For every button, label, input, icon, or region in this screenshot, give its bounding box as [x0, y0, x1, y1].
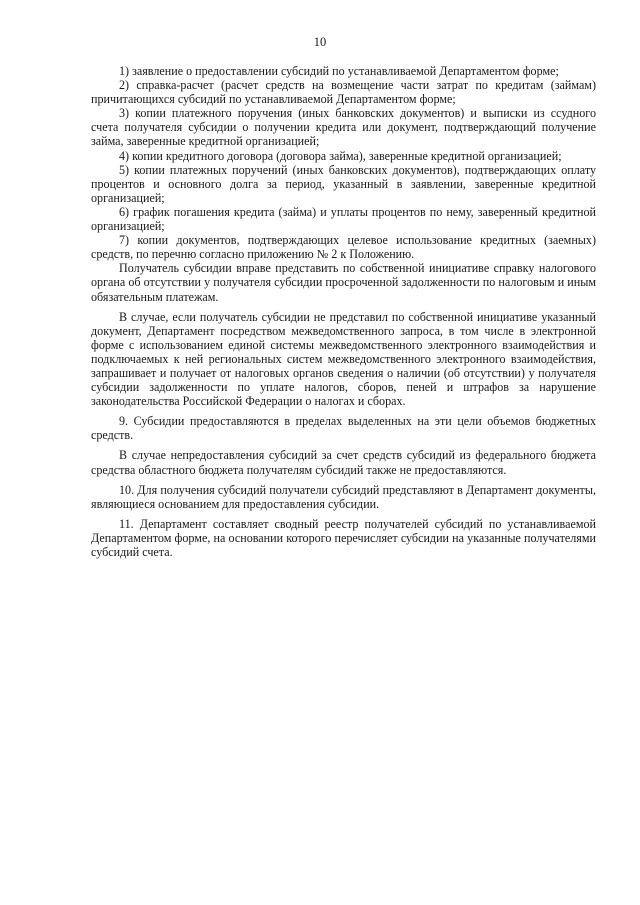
paragraph-item-5-payment-orders: 5) копии платежных поручений (иных банковских документов), подтверждающих оплату процентов и основного долга за период, указанный в заявлении, заверенные кредитной организацией; [91, 162, 596, 205]
paragraph-9-budget-limits: 9. Субсидии предоставляются в пределах выделенных на эти цели объемов бюджетных средств. [91, 414, 596, 443]
paragraph-federal-funds: В случае непредоставления субсидий за счет средств субсидий из федерального бюджета средства областного бюджета получателям субсидий также не предоставляются. [91, 448, 596, 477]
paragraph-interagency-request: В случае, если получатель субсидии не представил по собственной инициативе указанный документ, Департамент посредством межведомственного запроса, в том числе в электронной форме с использованием единой системы межведомственного электронного взаимодействия и подключаемых к ней региональных систем межведомственного электронного взаимодействия, запрашивает и получает от налоговых органов сведения о наличии (об отсутствии) у получателя субсидии задолженности по уплате налогов, сборов, пеней и штрафов за нарушение законодательства Российской Федерации о налогах и сборах. [91, 309, 596, 409]
document-body [91, 64, 596, 559]
paragraph-11-registry: 11. Департамент составляет сводный реестр получателей субсидий по устанавливаемой Департаментом форме, на основании которого перечисляет субсидии на указанные получателями субсидий счета. [91, 516, 596, 559]
paragraph-item-1-application: 1) заявление о предоставлении субсидий по устанавливаемой Департаментом форме; [119, 64, 559, 78]
page-number: 10 [313, 35, 327, 49]
paragraph-tax-certificate: Получатель субсидии вправе представить по собственной инициативе справку налогового органа об отсутствии у получателя субсидии просроченной задолженности по налоговым и иным обязательным платежам. [91, 261, 596, 304]
paragraph-10-documents: 10. Для получения субсидий получатели субсидий представляют в Департамент документы, являющиеся основанием для предоставления субсидии. [91, 482, 596, 511]
paragraph-item-6-repayment-schedule: 6) график погашения кредита (займа) и уплаты процентов по нему, заверенный кредитной организацией; [91, 204, 596, 234]
paragraph-item-4-credit-agreement: 4) копии кредитного договора (договора займа), заверенные кредитной организацией; [119, 148, 562, 163]
paragraph-item-2-calculation: 2) справка-расчет (расчет средств на возмещение части затрат по кредитам (займам) причитающихся субсидий по устанавливаемой Департаментом форме; [91, 78, 596, 107]
paragraph-item-7-target-use: 7) копии документов, подтверждающих целевое использование кредитных (заемных) средств, по перечню согласно приложению № 2 к Положению. [91, 233, 596, 262]
paragraph-item-3-payment-copies: 3) копии платежного поручения (иных банковских документов) и выписки из ссудного счета получателя субсидии о получении кредита или документ, подтверждающий получение займа, заверенные кредитной организацией; [91, 106, 596, 149]
